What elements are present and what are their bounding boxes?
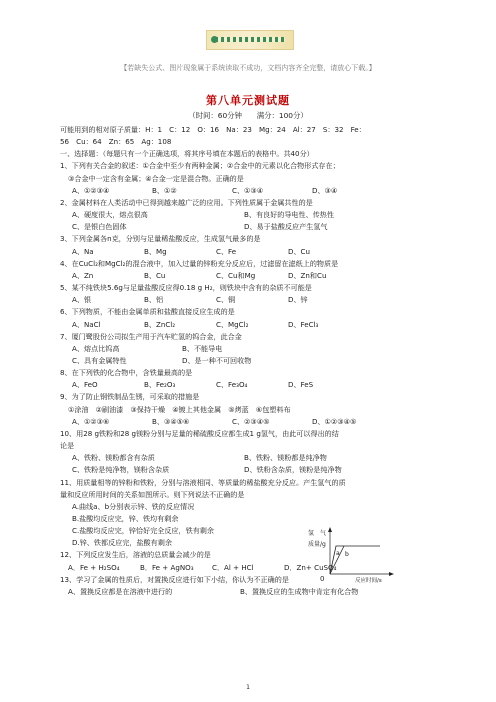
text-line: 56 Cu：64 Zn：65 Ag：108	[60, 137, 172, 147]
option: C、是银白色固体	[72, 222, 127, 232]
text-line	[60, 452, 436, 464]
option: B、ZnCl₂	[144, 319, 176, 329]
option: C、Fe₃O₄	[216, 380, 248, 390]
option: A、银	[72, 295, 92, 305]
text-line: 7、厦门鹭股份公司拟生产用于汽车贮氢的钨合金，此合金	[60, 331, 242, 341]
download-notice: 【若缺失公式、图片现象属于系统读取不成功，文档内容齐全完整，请放心下载。】	[120, 64, 376, 72]
text-line: 论是	[60, 441, 75, 451]
text-line	[60, 464, 436, 476]
option: C、铜	[216, 295, 236, 305]
text-line	[60, 343, 436, 355]
text-line	[60, 379, 436, 391]
option: C、具有金属特性	[72, 355, 127, 365]
option: D、铁粉含杂质，镁粉是纯净物	[244, 465, 342, 475]
text-line: 量和反应所用时间的关系如图所示。则下列说法不正确的是	[60, 489, 245, 499]
option: B、铁粉、镁粉都是纯净物	[244, 453, 327, 463]
text-line	[60, 355, 436, 367]
option: B、铝	[144, 295, 164, 305]
text-line: 6、下列物质，不能由金属单质和盐酸直接反应生成的是	[60, 307, 235, 317]
header-logo-banner	[206, 30, 294, 50]
option: A．Fe + H₂SO₄	[68, 562, 120, 572]
option: D、锌	[288, 295, 308, 305]
page-number: 1	[246, 684, 250, 691]
option: A、硬度很大，熔点很高	[72, 210, 148, 220]
option: A、铁粉、镁粉都含有杂质	[72, 453, 155, 463]
graph-xlabel: 反应时间/s	[355, 578, 382, 584]
text-line	[60, 586, 436, 598]
option: B、③④⑤⑥	[152, 416, 190, 426]
graph-origin: 0	[320, 575, 325, 583]
page-title: 第八单元测试题	[206, 94, 290, 107]
option: A、熔点比钨高	[72, 343, 120, 353]
option: A、置换反应都是在溶液中进行的	[68, 586, 173, 596]
text-line	[60, 221, 436, 233]
option: C、铁粉是纯净物，镁粉含杂质	[72, 465, 170, 475]
text-line	[60, 416, 436, 428]
option: B、Cu	[144, 270, 166, 280]
text-line	[60, 185, 436, 197]
logo-pattern	[215, 37, 285, 42]
option: B．Fe + AgNO₃	[140, 562, 194, 572]
text-line: 4、在CuCl₂和MgCl₂的混合液中，加入过量的锌粉充分反应后，过滤留在滤纸上的物质是	[60, 258, 339, 268]
option: B、置换反应的生成物中肯定有化合物	[240, 586, 359, 596]
hydrogen-mass-graph	[300, 524, 395, 584]
graph-ylabel-top: 氢 气	[308, 530, 327, 537]
text-line: 一、选择题：（每题只有一个正确选项，将其序号填在本题后的表格中。共40分）	[60, 149, 314, 159]
text-line	[60, 270, 436, 282]
exam-info: （时间：60分钟 满分：100分）	[188, 111, 308, 120]
text-line: 10、用28 g铁粉和28 g镁粉分别与足量的稀硫酸反应都生成1 g氢气，由此可以得出的结	[60, 428, 339, 438]
option: B、有良好的导电性、传热性	[244, 210, 334, 220]
text-line: 12、下列反应发生后，溶液的总质量会减少的是	[60, 550, 211, 560]
text-line: ①涂油 ②刷油漆 ③保持干燥 ④镀上其他金属 ⑤烤蓝 ⑥包塑料布	[68, 404, 291, 414]
graph-y-arrow	[328, 527, 332, 532]
option: D、FeS	[288, 380, 314, 390]
option: D、易于盐酸反应产生氢气	[244, 222, 328, 232]
option: A、NaCl	[72, 319, 101, 329]
text-line	[60, 294, 436, 306]
text-line: 11、用质量相等的锌粉和铁粉，分别与溶液相同、等质量的稀盐酸充分反应。产生氢气的质	[60, 477, 346, 487]
graph-x-arrow	[389, 572, 394, 576]
option: B、①②	[152, 185, 177, 195]
text-line: 1、下列有关合金的叙述：①合金中至少有两种金属；②合金中的元素以化合物形式存在；	[60, 161, 340, 171]
text-line: 3、下列金属各n克，分别与足量稀盐酸反应，生成氢气最多的是	[60, 234, 261, 244]
curve-a-label: a	[336, 550, 340, 557]
option: A、Zn	[72, 270, 94, 280]
option: A、①②③⑥	[72, 416, 110, 426]
option: B、不能导电	[182, 343, 223, 353]
text-line	[60, 209, 436, 221]
text-line: 可能用到的相对原子质量：H：1 C：12 O：16 Na：23 Mg：24 Al：27 S：32 Fe：	[60, 125, 366, 134]
text-line: 8、在下列铁的化合物中，含铁量最高的是	[60, 368, 193, 378]
option: D、FeCl₃	[288, 319, 319, 329]
curve-b-label: b	[345, 551, 349, 558]
option: C、①③④	[232, 185, 264, 195]
option: D、Cu	[288, 246, 311, 256]
text-line: 9、为了防止钢铁制品生锈，可采取的措施是	[60, 392, 200, 402]
text-line: B.盐酸均反应完，锌、铁均有剩余	[72, 514, 179, 523]
text-line: D.锌、铁都反应完，盐酸有剩余	[72, 538, 172, 548]
text-line	[60, 246, 436, 258]
text-line	[60, 319, 436, 331]
option: C、②③④⑤	[232, 416, 270, 426]
option: C．Al + HCl	[212, 562, 254, 572]
option: D、①②③④⑤	[312, 416, 357, 426]
text-line: A.曲线a、b分别表示锌、铁的反应情况	[72, 501, 195, 511]
text-line: C.盐酸均反应完，锌恰好完全反应，铁有剩余	[72, 526, 214, 536]
text-line: 5、某不纯铁块5.6g与足量盐酸反应得0.18 g H₂，则铁块中含有的杂质不可能是	[60, 283, 312, 293]
option: B、Mg	[144, 246, 167, 256]
option: D．Zn+ CuSO₄	[284, 562, 337, 572]
text-line: 2、金属材料在人类活动中已得到越来越广泛的应用。下列性质属于金属共性的是	[60, 197, 313, 207]
option: D、③④	[312, 185, 338, 195]
text-line: 13、学习了金属的性质后，对置换反应进行如下小结，你认为不正确的是	[60, 574, 289, 584]
text-line: ③合金中一定含有金属；④合金一定是混合物。正确的是	[68, 173, 244, 183]
option: A、①②③④	[72, 185, 110, 195]
graph-ylabel-bottom: 质量/g	[308, 541, 326, 548]
option: C、Cu和Mg	[216, 270, 256, 280]
option: D、Zn和Cu	[288, 270, 327, 280]
option: C、Fe	[216, 246, 237, 256]
option: D、是一种不可回收物	[182, 355, 252, 365]
option: B、Fe₂O₃	[144, 380, 176, 390]
option: C、MgCl₂	[216, 319, 249, 329]
option: A、Na	[72, 246, 94, 256]
option: A、FeO	[72, 380, 98, 390]
